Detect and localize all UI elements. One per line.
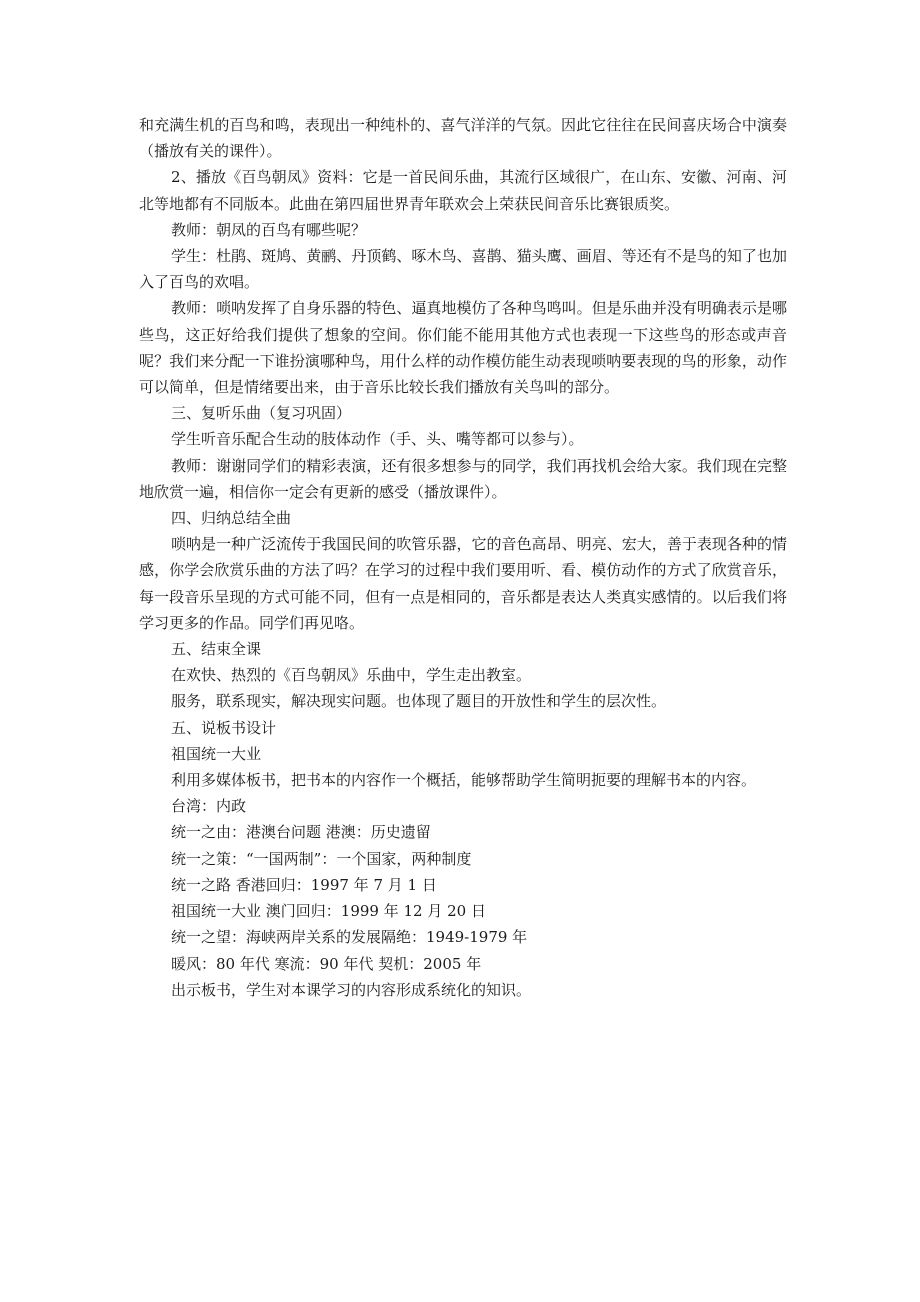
paragraph: 2、播放《百鸟朝凤》资料：它是一首民间乐曲，其流行区域很广，在山东、安徽、河南、河北等地都有不同版本。此曲在第四届世界青年联欢会上荣获民间音乐比赛银质奖。 <box>139 168 787 213</box>
paragraph: 利用多媒体板书，把书本的内容作一个概括，能够帮助学生简明扼要的理解书本的内容。 <box>171 771 757 790</box>
board-line: 统一之由：港澳台问题 港澳：历史遗留 <box>171 823 431 842</box>
paragraph: 教师：谢谢同学们的精彩表演，还有很多想参与的同学，我们再找机会给大家。我们现在完整地欣赏一遍，相信你一定会有更新的感受（播放课件）。 <box>139 456 787 501</box>
section-heading: 三、复听乐曲（复习巩固） <box>171 404 352 423</box>
board-title: 祖国统一大业 <box>171 744 262 763</box>
section-heading: 四、归纳总结全曲 <box>171 509 292 528</box>
board-line: 祖国统一大业 澳门回归：1999 年 12 月 20 日 <box>171 902 486 921</box>
board-line: 统一之望：海峡两岸关系的发展隔绝：1949-1979 年 <box>171 928 528 947</box>
board-line: 统一之路 香港回归：1997 年 7 月 1 日 <box>171 875 437 894</box>
paragraph: 学生听音乐配合生动的肢体动作（手、头、嘴等都可以参与）。 <box>171 430 584 449</box>
paragraph: 唢呐是一种广泛流传于我国民间的吹管乐器，它的音色高昂、明亮、宏大，善于表现各种的情感，你学会欣赏乐曲的方法了吗？在学习的过程中我们要用听、看、模仿动作的方式了欣赏音乐，每一段音乐呈现的方式可能不同，但有一点是相同的，音乐都是表达人类真实感情的。以后我们将学习更多的作品。同学们再见咯。 <box>139 535 787 632</box>
paragraph: 教师：朝凤的百鸟有哪些呢？ <box>171 220 367 239</box>
section-heading: 五、结束全课 <box>171 640 262 659</box>
paragraph: 出示板书，学生对本课学习的内容形成系统化的知识。 <box>171 980 532 999</box>
paragraph: 教师：唢呐发挥了自身乐器的特色、逼真地模仿了各种鸟鸣叫。但是乐曲并没有明确表示是哪些鸟，这正好给我们提供了想象的空间。你们能不能用其他方式也表现一下这些鸟的形态或声音呢？我们来分配一下谁扮演哪种鸟，用什么样的动作模仿能生动表现唢呐要表现的鸟的形象，动作可以简单，但是情绪要出来，由于音乐比较长我们播放有关鸟叫的部分。 <box>139 299 787 397</box>
board-line: 暖风：80 年代 寒流：90 年代 契机：2005 年 <box>171 954 482 973</box>
board-line: 统一之策：“一国两制”：一个国家，两种制度 <box>171 849 472 868</box>
section-heading: 五、说板书设计 <box>171 718 277 737</box>
paragraph: 在欢快、热烈的《百鸟朝凤》乐曲中，学生走出教室。 <box>171 666 532 685</box>
document-body <box>139 112 787 1003</box>
paragraph: 学生：杜鹃、斑鸠、黄鹂、丹顶鹤、啄木鸟、喜鹊、猫头鹰、画眉、等还有不是鸟的知了也加入了百鸟的欢唱。 <box>139 247 787 292</box>
paragraph: 和充满生机的百鸟和鸣，表现出一种纯朴的、喜气洋洋的气氛。因此它往往在民间喜庆场合中演奏（播放有关的课件）。 <box>139 116 787 161</box>
paragraph: 服务，联系现实，解决现实问题。也体现了题目的开放性和学生的层次性。 <box>171 692 667 711</box>
board-line: 台湾：内政 <box>171 797 247 816</box>
